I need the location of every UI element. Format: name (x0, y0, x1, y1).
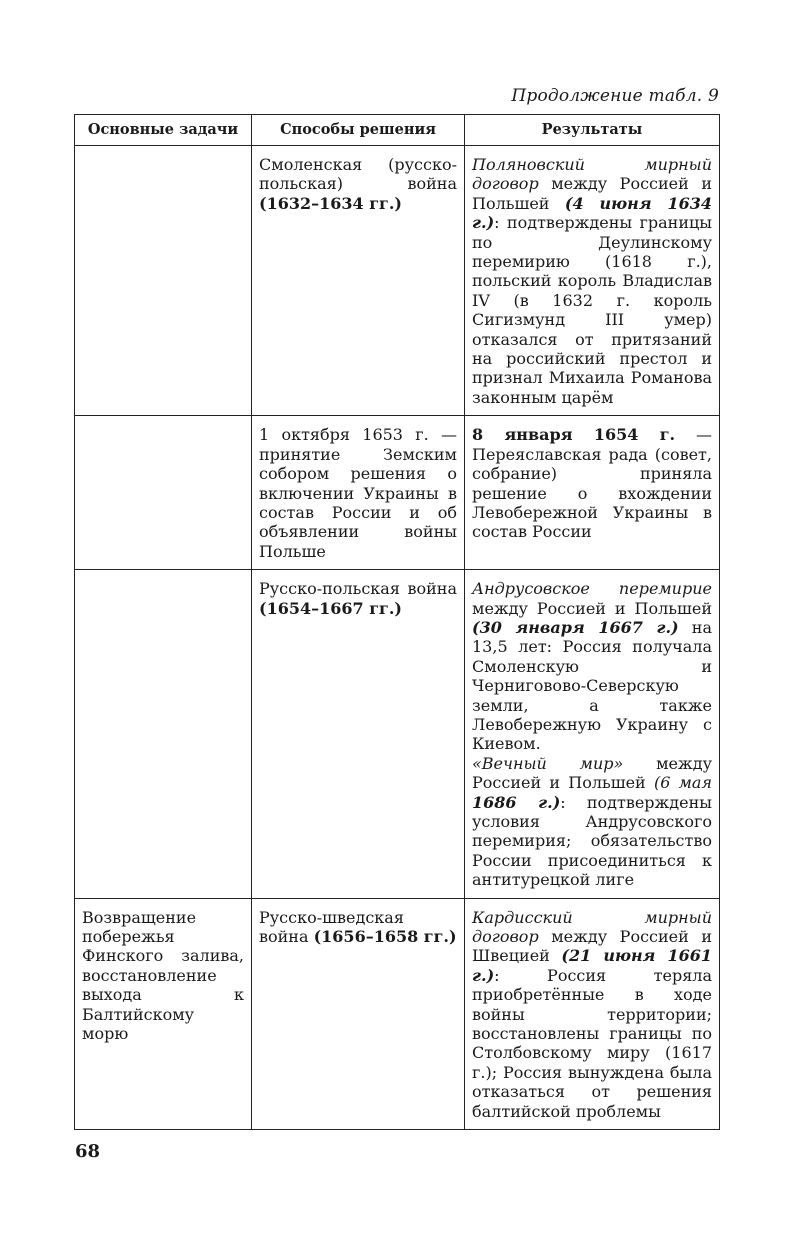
result-paragraph (472, 579, 712, 754)
table-row (75, 570, 720, 899)
task-cell (75, 146, 252, 416)
method-years: (1632–1634 гг.) (259, 193, 402, 213)
result-cell (465, 570, 720, 899)
table-row (75, 898, 720, 1129)
method-cell (252, 570, 465, 899)
header-results: Результаты (465, 115, 720, 146)
page-number: 68 (75, 1141, 101, 1162)
method-text: Русско-шведская война (259, 907, 404, 947)
method-text: Русско-польская война (259, 579, 457, 599)
method-cell (252, 416, 465, 570)
task-cell (75, 570, 252, 899)
result-text: между Россией и Польшей (472, 753, 713, 793)
method-years: (1654–1667 гг.) (259, 598, 402, 618)
result-text: между Россией и Швецией (472, 927, 712, 966)
treaty-date: (21 июня 1661 г.) (472, 946, 713, 985)
event-date: 8 января 1654 г. (472, 425, 676, 445)
result-paragraph (472, 754, 712, 890)
result-text: — Переяславская рада (совет, собрание) приняла решение о вхождении Левобережной Украины в состав России (472, 425, 712, 542)
result-cell (465, 146, 720, 416)
treaty-name: Андрусовское перемирие (472, 579, 712, 599)
result-cell (465, 416, 720, 570)
method-text: Смоленская (русско-польская) война (259, 155, 457, 194)
result-text: между Россией и Польшей (472, 174, 712, 213)
method-cell (252, 898, 465, 1129)
method-years: (1656–1658 гг.) (313, 927, 457, 947)
result-cell (465, 898, 720, 1129)
treaty-date: (4 июня 1634 г.) (472, 193, 712, 233)
table-caption: Продолжение табл. 9 (511, 86, 719, 106)
result-text: : подтверждены условия Андрусовского перемирия; обязательство России присоединиться к антитурецкой лиге (472, 792, 712, 890)
treaty-date: 1686 г.) (472, 792, 561, 812)
table-row (75, 416, 720, 570)
result-text: между Россией и Польшей (472, 598, 712, 618)
task-cell: Возвращение побережья Финского залива, восстановление выхода к Балтийскому морю (75, 898, 252, 1129)
treaty-date: (30 января 1667 г.) (472, 617, 679, 637)
result-text: на 13,5 лет: Россия получала Смоленскую и Черниговово-Северскую земли, а также Левобережную Украину с Киевом. (472, 617, 712, 754)
result-text: : Россия теряла приобретённые в ходе войны территории; восстановлены границы по Столбовскому миру (1617 г.); Россия вынуждена была отказаться от решения балтийской проблемы (472, 965, 712, 1121)
header-tasks: Основные задачи (75, 115, 252, 146)
table-row (75, 146, 720, 416)
method-cell (252, 146, 465, 416)
method-text: 1 октября 1653 г. — принятие Земским собором решения о включении Украины в состав России и об объявлении войны Польше (259, 425, 457, 561)
header-methods: Способы решения (252, 115, 465, 146)
result-text: : подтверждены границы по Деулинскому перемирию (1618 г.), польский король Владислав IV (в 1632 г. король Сигизмунд III умер) отказался от притязаний на российский престол и признал Михаила Романова законным царём (472, 213, 712, 407)
treaty-name: «Вечный мир» (472, 753, 624, 773)
history-table (74, 114, 720, 1130)
treaty-name: Кардисский мирный договор (472, 907, 712, 947)
treaty-name: Поляновский мирный договор (472, 155, 712, 194)
task-cell (75, 416, 252, 570)
table-header-row (75, 115, 720, 146)
treaty-date: (6 мая (653, 773, 713, 793)
